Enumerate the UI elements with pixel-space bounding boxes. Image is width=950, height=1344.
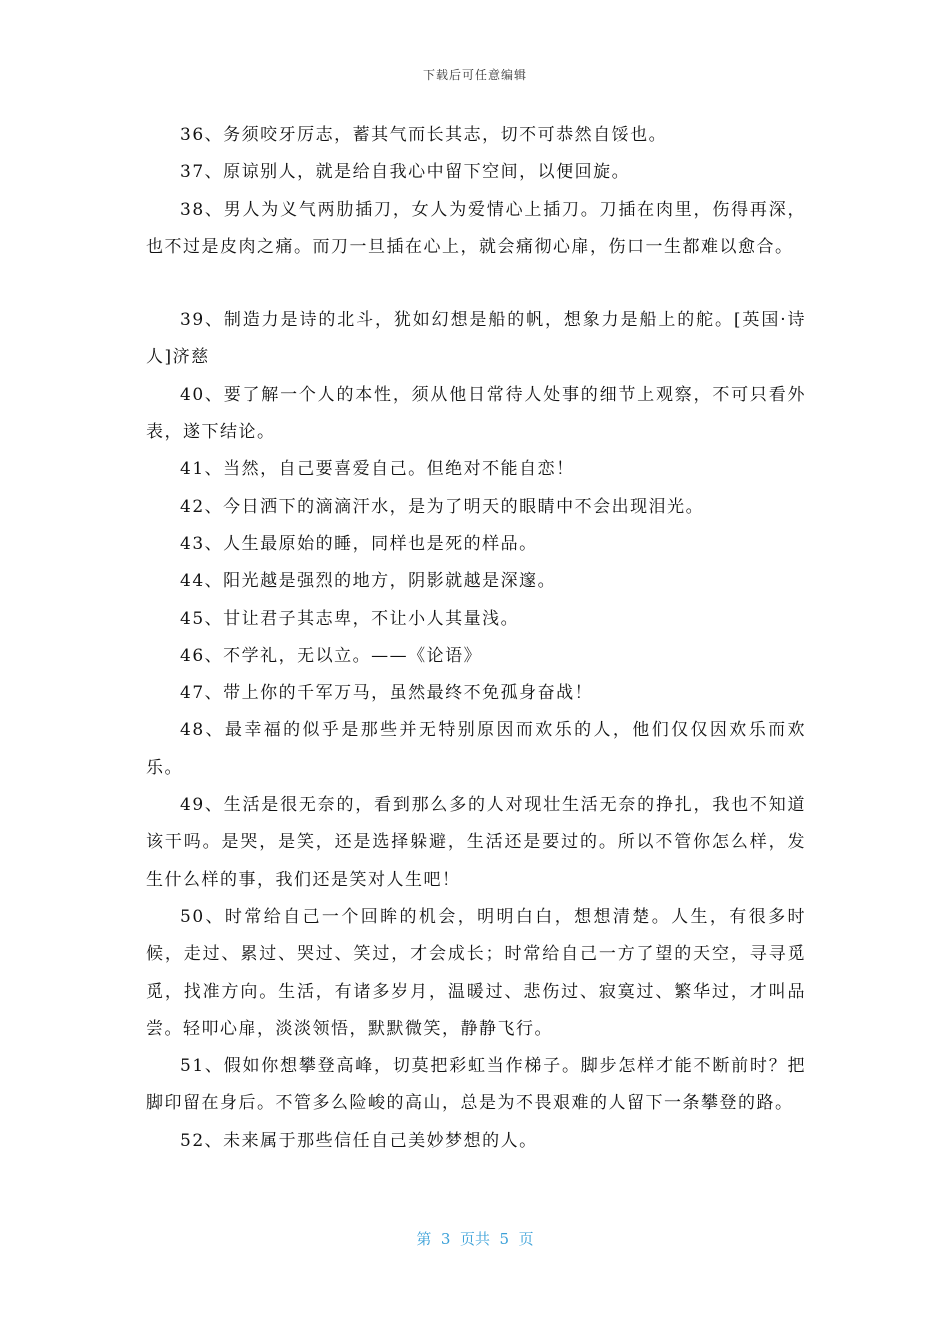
quote-paragraph: 47、带上你的千军万马，虽然最终不免孤身奋战！ <box>180 683 594 704</box>
quote-paragraph: 44、阳光越是强烈的地方，阴影就越是深邃。 <box>180 571 557 592</box>
quote-paragraph: 43、人生最原始的睡，同样也是死的样品。 <box>180 533 538 554</box>
quote-paragraph: 36、务须咬牙厉志，蓄其气而长其志，切不可恭然自馁也。 <box>180 125 668 145</box>
quote-paragraph: 37、原谅别人，就是给自我心中留下空间，以便回旋。 <box>180 162 631 183</box>
document-body <box>146 117 806 1160</box>
quote-paragraph: 50、时常给自己一个回眸的机会，明明白白，想想清楚。人生，有很多时候，走过、累过、哭过、笑过，才会成长；时常给自己一方了望的天空，寻寻觅觅，找准方向。生活，有诸多岁月，温暖过、悲伤过、寂寞过、繁华过，才叫品尝。轻叩心扉，淡淡领悟，默默微笑，静静飞行。 <box>146 906 806 1039</box>
blank-line <box>146 266 806 302</box>
quote-paragraph: 39、制造力是诗的北斗，犹如幻想是船的帆，想象力是船上的舵。[英国·诗人]济慈 <box>146 310 806 368</box>
quote-paragraph: 46、不学礼，无以立。——《论语》 <box>180 645 483 666</box>
page-number-footer: 第 3 页共 5 页 <box>416 1230 534 1248</box>
quote-paragraph: 41、当然，自己要喜爱自己。但绝对不能自恋！ <box>180 459 575 480</box>
quote-paragraph: 40、要了解一个人的本性，须从他日常待人处事的细节上观察，不可只看外表，遂下结论。 <box>146 384 806 443</box>
quote-paragraph: 51、假如你想攀登高峰，切莫把彩虹当作梯子。脚步怎样才能不断前时？把脚印留在身后。不管多么险峻的高山，总是为不畏艰难的人留下一条攀登的路。 <box>146 1056 806 1114</box>
quote-paragraph: 52、未来属于那些信任自己美妙梦想的人。 <box>180 1130 538 1151</box>
quote-paragraph: 42、今日洒下的滴滴汗水，是为了明天的眼睛中不会出现泪光。 <box>180 496 705 517</box>
quote-paragraph: 49、生活是很无奈的，看到那么多的人对现壮生活无奈的挣扎，我也不知道该干吗。是哭，是笑，还是选择躲避，生活还是要过的。所以不管你怎么样，发生什么样的事，我们还是笑对人生吧！ <box>146 795 806 890</box>
quote-paragraph: 48、最幸福的似乎是那些并无特别原因而欢乐的人，他们仅仅因欢乐而欢乐。 <box>146 720 806 778</box>
page-header: 下载后可任意编辑 <box>422 68 527 82</box>
quote-paragraph: 45、甘让君子其志卑，不让小人其量浅。 <box>180 608 520 629</box>
quote-paragraph: 38、男人为义气两肋插刀，女人为爱情心上插刀。刀插在肉里，伤得再深，也不过是皮肉之痛。而刀一旦插在心上，就会痛彻心扉，伤口一生都难以愈合。 <box>146 199 806 257</box>
